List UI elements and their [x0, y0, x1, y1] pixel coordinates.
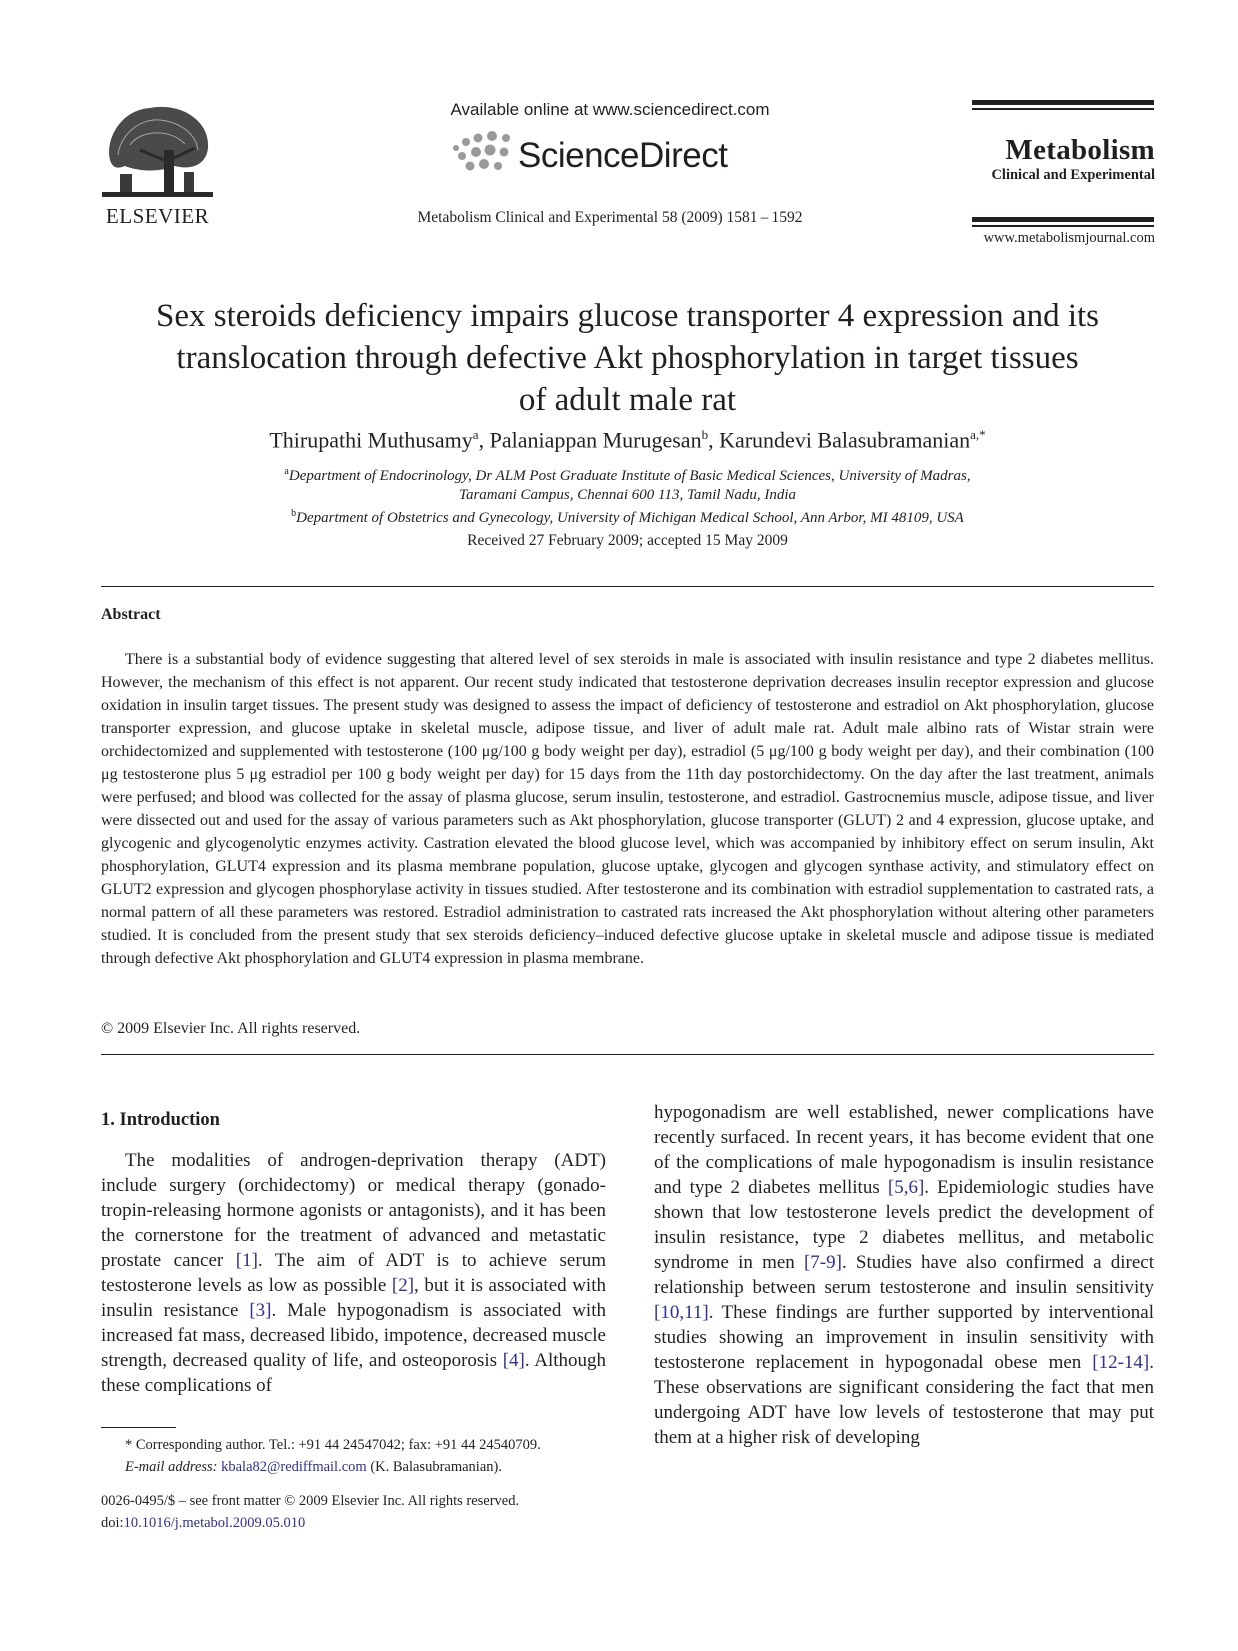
- author-name: Thirupathi Muthusamy: [269, 427, 473, 453]
- doi-label: doi:: [101, 1515, 124, 1531]
- citation-link[interactable]: [2]: [391, 1275, 415, 1296]
- doi-link[interactable]: 10.1016/j.metabol.2009.05.010: [123, 1515, 306, 1531]
- author-name: Palaniappan Murugesan: [489, 427, 702, 453]
- body-text: hypogonadism are well established, newer complications have recently surfaced. In recent years, it has become evident that one of the complications of male hypogonadism is insulin resistance and type 2 diabetes mellitus: [654, 1102, 1154, 1198]
- abstract-text: There is a substantial body of evidence suggesting that altered level of sex steroids in male is associated with insulin resistance and type 2 diabetes mellitus. However, the mechanism of this effect is not apparent. Our recent study indicated that testosterone deprivation decreases insulin receptor expression and glucose oxidation in insulin target tissues. The present study was designed to assess the impact of deficiency of testosterone and estradiol on Akt phosphorylation, glucose transporter expression, and glucose uptake in skeletal muscle, adipose tissue, and liver of adult male rat. Adult male albino rats of Wistar strain were orchidectomized and supplemented with testosterone (100 μg/100 g body weight per day), estradiol (5 μg/100 g body weight per day), and their combination (100 μg testosterone plus 5 μg estradiol per 100 g body weight per day) for 15 days from the 11th day postorchidectomy. On the day after the last treatment, animals were perfused; and blood was collected for the assay of plasma glucose, serum insulin, testosterone, and estradiol. Gastrocnemius muscle, adipose tissue, and liver were dissected out and used for the assay of various parameters such as Akt phosphorylation, glucose transporter (GLUT) 2 and 4 expression, glucose uptake, and glycogenic and glycogenolytic enzymes activity. Castration elevated the blood glucose level, which was accompanied by inhibitory effect on serum insulin, Akt phosphorylation, GLUT4 expression and its plasma membrane population, glucose uptake, glycogen and glycogen synthase activity, and stimulatory effect on GLUT2 expression and glycogen phosphorylase activity in tissues studied. After testosterone and its combination with estradiol supplementation to castrated rats, a normal pattern of all these parameters was restored. Estradiol administration to castrated rats increased the Akt phosphorylation without altering other parameters studied. It is concluded from the present study that sex steroids deficiency–induced defective glucose uptake in skeletal muscle and adipose tissue is mediated through defective Akt phosphorylation and GLUT4 expression in plasma membrane.: [101, 651, 1154, 967]
- author-name: Karundevi Balasubramanian: [719, 427, 971, 453]
- author-affiliation-mark: a: [472, 427, 479, 442]
- citation-link[interactable]: [1]: [235, 1250, 258, 1271]
- email-link[interactable]: kbala82@rediffmail.com: [221, 1459, 367, 1475]
- affiliation-mark: a: [284, 466, 289, 477]
- body-text: . These observations are significant considering the fact that men undergoing ADT have low levels of testosterone that may put them at a higher risk of developing: [654, 1352, 1154, 1448]
- author-affiliation-mark: a,*: [970, 427, 986, 442]
- citation-link[interactable]: [12-14]: [1092, 1352, 1150, 1373]
- front-matter: [101, 1490, 611, 1534]
- front-matter-text: 0026-0495/$ – see front matter © 2009 Elsevier Inc. All rights reserved.: [101, 1493, 520, 1509]
- journal-rule-top: [972, 100, 1154, 110]
- body-text: , but it is associated with insulin resistance: [101, 1275, 606, 1321]
- intro-column-left: [101, 1148, 606, 1398]
- email-owner: (K. Balasubramanian).: [370, 1459, 502, 1475]
- citation-link[interactable]: [4]: [502, 1350, 525, 1371]
- received-dates: Received 27 February 2009; accepted 15 May 2009: [467, 532, 788, 549]
- citation-link[interactable]: [5,6]: [887, 1177, 925, 1198]
- available-online[interactable]: Available online at www.sciencedirect.com: [450, 100, 770, 119]
- citation-link[interactable]: [3]: [249, 1300, 272, 1321]
- abstract-heading: Abstract: [101, 606, 161, 623]
- footnote-rule: [101, 1427, 176, 1428]
- citation-link[interactable]: [10,11]: [654, 1302, 709, 1323]
- journal-url[interactable]: www.metabolismjournal.com: [983, 230, 1155, 246]
- body-text: . Studies have also confirmed a direct relationship between serum testosterone and insulin sensitivity: [654, 1252, 1154, 1298]
- sciencedirect-dots-icon: [448, 128, 518, 184]
- journal-citation: Metabolism Clinical and Experimental 58 (2009) 1581 – 1592: [417, 209, 803, 226]
- intro-column-right: [654, 1100, 1154, 1450]
- journal-rule-bottom: [972, 217, 1154, 227]
- journal-name: Metabolism: [1005, 134, 1155, 166]
- article-title: [100, 295, 1155, 421]
- affiliation-a-cont: Taramani Campus, Chennai 600 113, Tamil Nadu, India: [459, 487, 796, 503]
- footnote: [101, 1434, 611, 1478]
- body-text: . The aim of ADT is to achieve serum testosterone levels as low as possible: [101, 1250, 606, 1296]
- body-text: . Epidemiologic studies have shown that low testosterone levels predict the development of insulin resistance, type 2 diabetes mellitus, and metabolic syndrome in men: [654, 1177, 1154, 1273]
- elsevier-wordmark: ELSEVIER: [105, 204, 210, 228]
- title-line: translocation through defective Akt phosphorylation in target tissues: [176, 340, 1079, 376]
- author-list: Thirupathi Muthusamy$^a$, Palaniappan Murugesan$^b$, Karundevi Balasubramanian$^{a,*}$: [269, 427, 986, 453]
- affiliation-a: [100, 466, 1155, 485]
- email-label: E-mail address:: [125, 1459, 218, 1475]
- email-line: [125, 1456, 611, 1478]
- body-text: . Male hypogonadism is associated with increased fat mass, decreased libido, impotence, decreased muscle strength, decreased quality of life, and osteoporosis: [101, 1300, 606, 1371]
- affiliation-text: Department of Endocrinology, Dr ALM Post Graduate Institute of Basic Medical Sciences, University of Madras,: [288, 468, 971, 484]
- sciencedirect-wordmark: ScienceDirect: [518, 136, 728, 175]
- title-line: Sex steroids deficiency impairs glucose transporter 4 expression and its: [155, 298, 1099, 334]
- affiliation-mark: b: [291, 508, 297, 519]
- sciencedirect-logo[interactable]: [448, 128, 738, 184]
- affiliation-text: Department of Obstetrics and Gynecology, University of Michigan Medical School, Ann Arbor, MI 48109, USA: [296, 510, 964, 526]
- affiliation-b: [100, 508, 1155, 527]
- citation-link[interactable]: [7-9]: [803, 1252, 842, 1273]
- title-line: of adult male rat: [518, 382, 737, 418]
- divider: [101, 1054, 1154, 1055]
- doi-line: [101, 1512, 611, 1534]
- author-affiliation-mark: b: [701, 427, 709, 442]
- journal-subtitle: Clinical and Experimental: [991, 167, 1155, 183]
- abstract-copyright: © 2009 Elsevier Inc. All rights reserved.: [101, 1020, 361, 1037]
- section-heading: 1. Introduction: [101, 1110, 220, 1130]
- elsevier-logo: [100, 100, 215, 228]
- body-text: . These findings are further supported by interventional studies showing an improvement in insulin sensitivity with testosterone replacement in hypogonadal obese men: [654, 1302, 1154, 1373]
- divider: [101, 586, 1154, 587]
- body-text: . Although these complications of: [101, 1350, 606, 1396]
- corresponding-author: * Corresponding author. Tel.: +91 44 24547042; fax: +91 44 24540709.: [125, 1437, 541, 1453]
- body-text: The modalities of androgen-deprivation therapy (ADT) include surgery (orchidectomy) or medical therapy (gonado-tropin-releasing hormone agonists or antagonists), and it has been the cornerstone for the treatment of advanced and metastatic prostate cancer: [101, 1150, 606, 1271]
- elsevier-tree-icon: [100, 100, 215, 200]
